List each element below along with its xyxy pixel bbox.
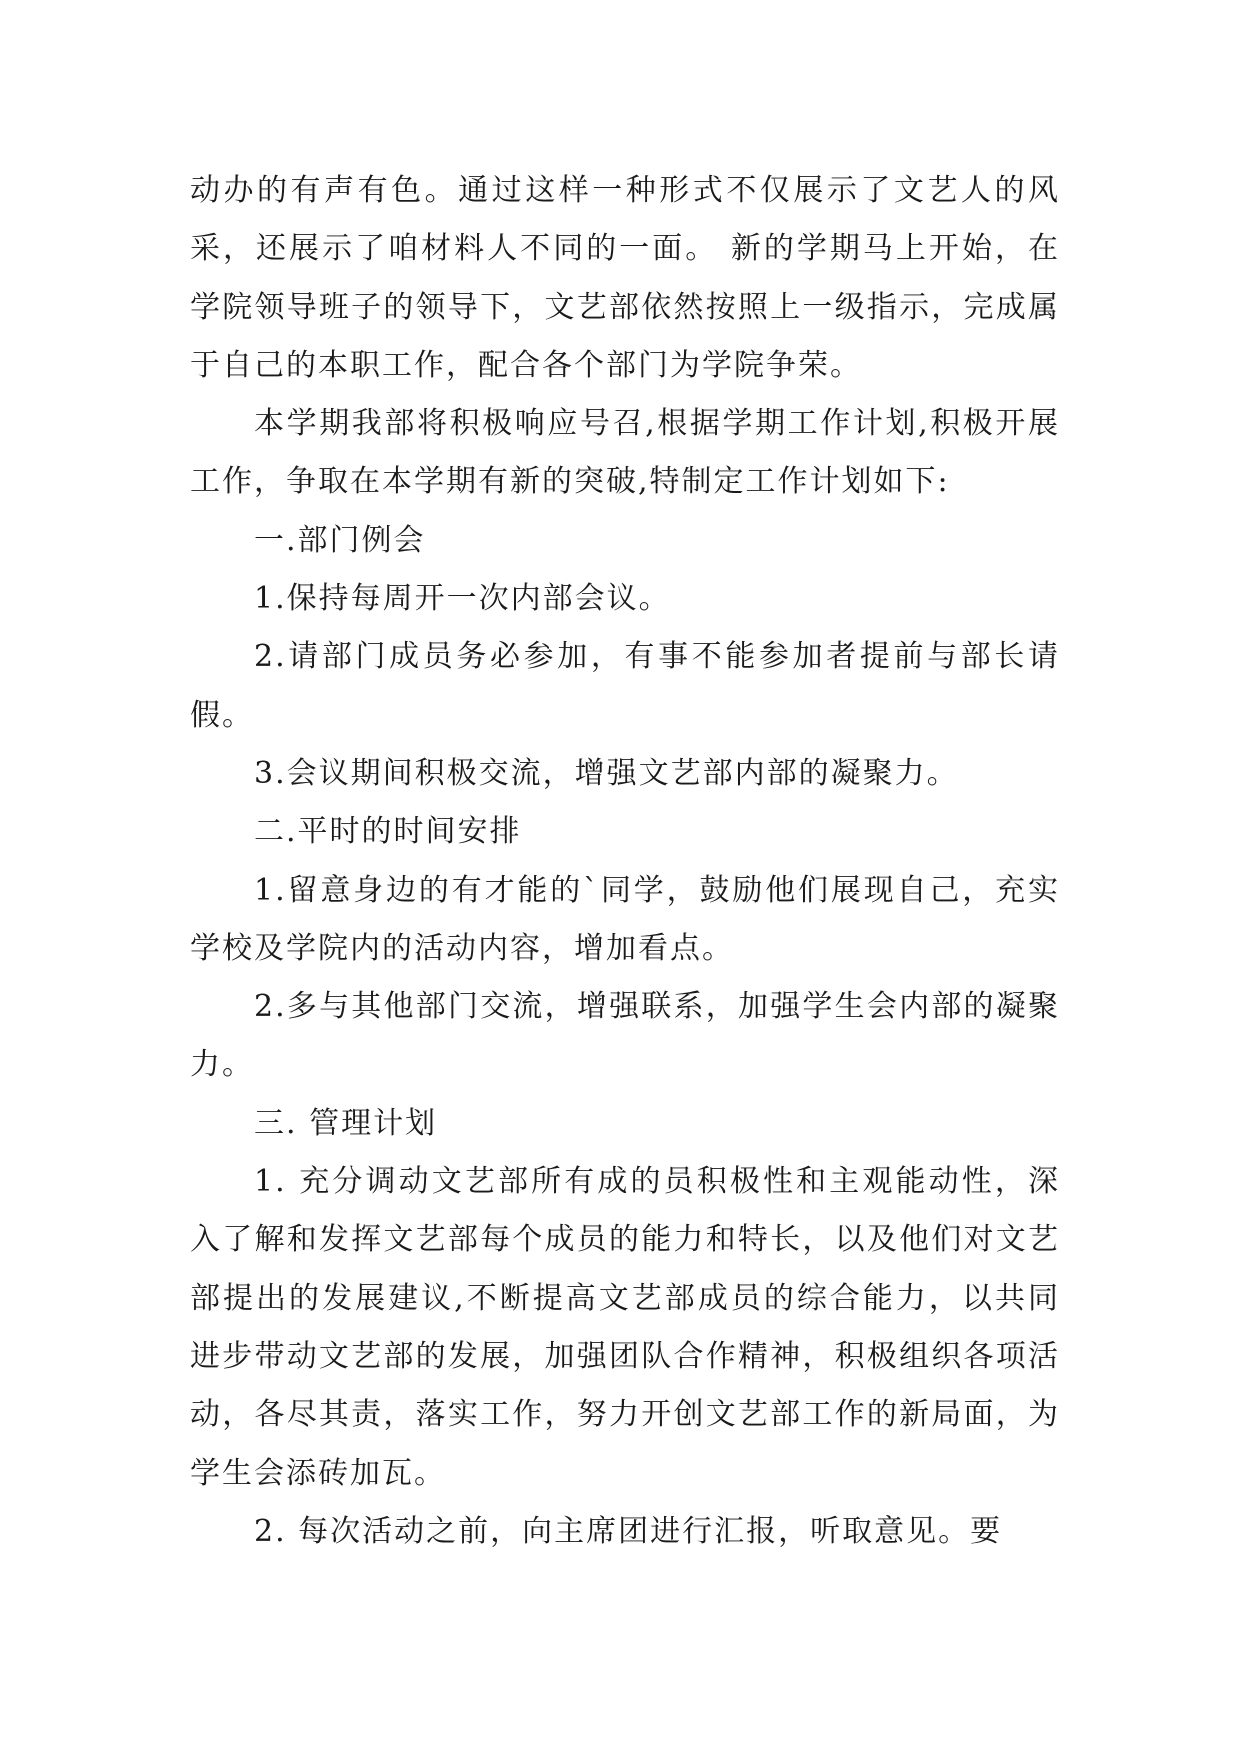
list-item: 2.请部门成员务必参加，有事不能参加者提前与部长请假。 — [190, 639, 1060, 733]
paragraph-plan-intro: 本学期我部将积极响应号召,根据学期工作计划,积极开展工作，争取在本学期有新的突破,特制定工作计划如下: — [190, 406, 1060, 500]
list-item: 1. 充分调动文艺部所有成的员积极性和主观能动性，深入了解和发挥文艺部每个成员的能力和特长，以及他们对文艺部提出的发展建议,不断提高文艺部成员的综合能力，以共同进步带动文艺部的发展，加强团队合作精神，积极组织各项活动，各尽其责，落实工作，努力开创文艺部工作的新局面，为学生会添砖加瓦。 — [190, 1164, 1060, 1491]
list-item: 1.留意身边的有才能的`同学，鼓励他们展现自己，充实学校及学院内的活动内容，增加看点。 — [190, 872, 1060, 966]
list-item: 2.多与其他部门交流，增强联系，加强学生会内部的凝聚力。 — [190, 989, 1060, 1083]
section-heading-schedule: 二.平时的时间安排 — [254, 814, 522, 850]
list-item: 3.会议期间积极交流，增强文艺部内部的凝聚力。 — [254, 755, 959, 791]
list-item: 2. 每次活动之前，向主席团进行汇报，听取意见。要 — [254, 1513, 1003, 1549]
paragraph-intro: 动办的有声有色。通过这样一种形式不仅展示了文艺人的风采，还展示了咱材料人不同的一面。 新的学期马上开始，在学院领导班子的领导下，文艺部依然按照上一级指示，完成属于自己的本职工作，配合各个部门为学院争荣。 — [190, 173, 1060, 383]
section-heading-meetings: 一.部门例会 — [254, 522, 426, 558]
list-item: 1.保持每周开一次内部会议。 — [254, 581, 671, 617]
document-body — [190, 162, 1060, 1561]
section-heading-management: 三. 管理计划 — [254, 1105, 438, 1141]
